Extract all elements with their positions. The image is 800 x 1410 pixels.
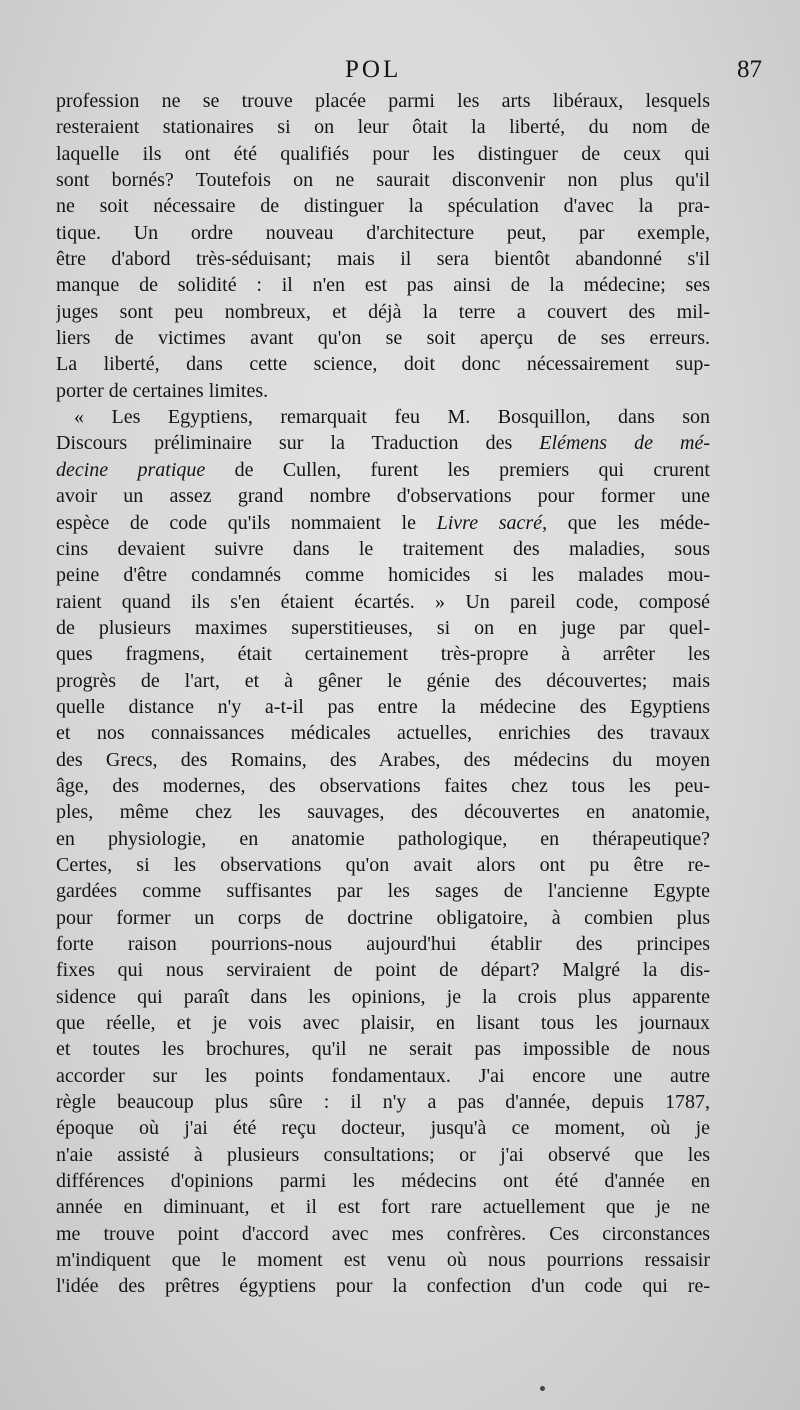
text-line: manque de solidité : il n'en est pas ainsi de la médecine; ses — [56, 274, 710, 297]
text-line: forte raison pourrions-nous aujourd'hui établir des principes — [56, 933, 710, 955]
running-head: POL — [345, 56, 402, 83]
text-line: me trouve point d'accord avec mes confrères. Ces circonstances — [56, 1222, 710, 1245]
text-line: juges sont peu nombreux, et déjà la terre a couvert des mil- — [56, 300, 710, 323]
text-line: règle beaucoup plus sûre : il n'y a pas d'année, depuis 1787, — [56, 1091, 710, 1114]
italic-title: Livre sacré — [436, 511, 543, 534]
text-line: et nos connaissances médicales actuelles, enrichies des travaux — [56, 722, 710, 745]
text-line: avoir un assez grand nombre d'observations pour former une — [56, 485, 710, 508]
text-line: pour former un corps de doctrine obligatoire, à combien plus — [56, 906, 710, 929]
text-line: sidence qui paraît dans les opinions, je la crois plus apparente — [56, 985, 710, 1008]
text-segment: espèce de code qu'ils nommaient le — [56, 511, 416, 534]
text-line: et toutes les brochures, qu'il ne serait pas impossible de nous — [56, 1038, 710, 1061]
text-line: être d'abord très-séduisant; mais il sera bientôt abandonné s'il — [56, 248, 710, 271]
text-line: laquelle ils ont été qualifiés pour les distinguer de ceux qui — [56, 142, 710, 165]
text-segment: , que les méde- — [542, 511, 710, 534]
text-line: ne soit nécessaire de distinguer la spéculation d'avec la pra- — [56, 195, 710, 218]
text-line: progrès de l'art, et à gêner le génie des découvertes; mais — [56, 669, 710, 692]
text-line-with-italic — [56, 430, 710, 456]
body-text — [56, 88, 710, 1300]
text-line: cins devaient suivre dans le traitement des maladies, sous — [56, 537, 710, 560]
text-line: tique. Un ordre nouveau d'architecture peut, par exemple, — [56, 221, 710, 244]
text-line: époque où j'ai été reçu docteur, jusqu'à ce moment, où je — [56, 1117, 710, 1140]
text-line: n'aie assisté à plusieurs consultations; or j'ai observé que les — [56, 1143, 710, 1166]
text-line: porter de certaines limites. — [56, 379, 269, 402]
text-line: des Grecs, des Romains, des Arabes, des médecins du moyen — [56, 748, 710, 771]
text-line: que réelle, et je vois avec plaisir, en lisant tous les journaux — [56, 1012, 710, 1035]
text-line: sont bornés? Toutefois on ne saurait disconvenir non plus qu'il — [56, 169, 710, 192]
text-line: La liberté, dans cette science, doit donc nécessairement sup- — [56, 353, 710, 376]
text-line: « Les Egyptiens, remarquait feu M. Bosquillon, dans son — [74, 406, 710, 429]
text-line: Certes, si les observations qu'on avait alors ont pu être re- — [56, 853, 710, 876]
text-line: profession ne se trouve placée parmi les arts libéraux, lesquels — [56, 90, 710, 112]
italic-title: Elémens de mé- — [539, 432, 710, 455]
text-line: peine d'être condamnés comme homicides si les malades mou- — [56, 564, 710, 587]
text-line: en physiologie, en anatomie pathologique, en thérapeutique? — [56, 827, 710, 850]
text-segment: de Cullen, furent les premiers qui crurent — [205, 458, 710, 481]
text-segment: Discours préliminaire sur la Traduction des — [56, 432, 513, 455]
text-line: l'idée des prêtres égyptiens pour la confection d'un code qui re- — [56, 1275, 710, 1298]
text-line: de plusieurs maximes superstitieuses, si on en juge par quel- — [56, 616, 710, 639]
text-line-with-italic — [56, 457, 710, 483]
page-number: 87 — [737, 56, 762, 83]
text-line: m'indiquent que le moment est venu où nous pourrions ressaisir — [56, 1249, 710, 1272]
ink-speck — [540, 1386, 545, 1391]
text-line: accorder sur les points fondamentaux. J'ai encore une autre — [56, 1064, 710, 1087]
text-line-with-italic — [56, 510, 710, 536]
italic-title: decine pratique — [56, 458, 206, 481]
text-line: année en diminuant, et il est fort rare actuellement que je ne — [56, 1196, 710, 1219]
text-line: liers de victimes avant qu'on se soit aperçu de ses erreurs. — [56, 327, 710, 350]
text-line: raient quand ils s'en étaient écartés. » Un pareil code, composé — [56, 590, 710, 613]
text-line: différences d'opinions parmi les médecins ont été d'année en — [56, 1170, 710, 1193]
text-line: âge, des modernes, des observations faites chez tous les peu- — [56, 774, 710, 797]
text-line: ques fragmens, était certainement très-propre à arrêter les — [56, 643, 710, 666]
text-line: quelle distance n'y a-t-il pas entre la médecine des Egyptiens — [56, 695, 710, 718]
text-line: gardées comme suffisantes par les sages de l'ancienne Egypte — [56, 880, 710, 903]
text-line: resteraient stationaires si on leur ôtait la liberté, du nom de — [56, 116, 710, 139]
text-line: ples, même chez les sauvages, des découvertes en anatomie, — [56, 801, 710, 824]
text-line: fixes qui nous serviraient de point de départ? Malgré la dis- — [56, 959, 710, 982]
